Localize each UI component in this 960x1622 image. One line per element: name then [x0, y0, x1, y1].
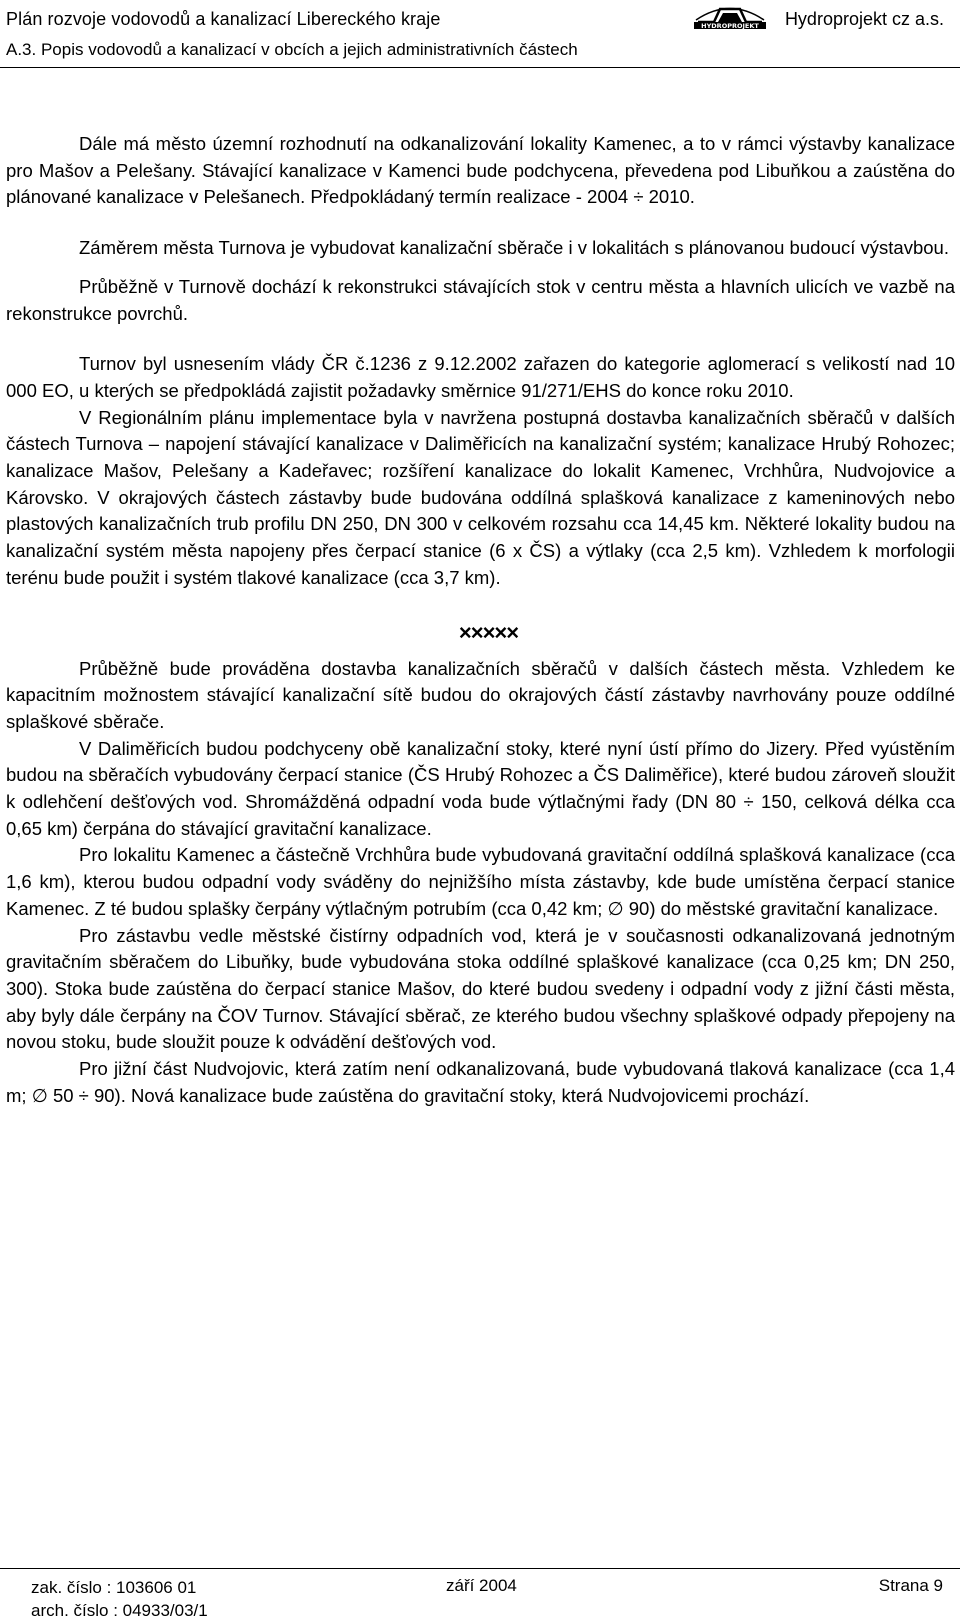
- paragraph-dalimerice: V Daliměřicích budou podchyceny obě kanalizační stoky, které nyní ústí přímo do Jizery. Před vyústěním budou na sběračích vybudovány čerpací stanice (ČS Hrubý Rohozec a ČS Daliměřice), které budou zároveň sloužit k odlehčení dešťových vod. Shromážděná odpadní voda bude výtlačnými řady (DN 80 ÷ 150, celková délka cca 0,65 km) čerpána do stávající gravitační kanalizace.: [6, 737, 955, 839]
- paragraph-nudvojovice: Pro jižní část Nudvojovic, která zatím není odkanalizovaná, bude vybudovaná tlaková kanalizace (cca 1,4 m; ∅ 50 ÷ 90). Nová kanalizace bude zaústěna do gravitační stoky, která Nudvojovicemi prochází.: [6, 1058, 955, 1106]
- hydroprojekt-logo: [694, 3, 766, 29]
- page-footer: [0, 1568, 960, 1618]
- hydroprojekt-logo-graphic: [694, 3, 766, 29]
- section-separator: ×××××: [458, 619, 519, 645]
- archive-number: arch. číslo : 04933/03/1: [31, 1601, 208, 1620]
- page-header: [0, 0, 960, 68]
- footer-date: září 2004: [446, 1576, 517, 1595]
- paragraph-turnov-intent: Záměrem města Turnova je vybudovat kanalizační sběrače i v lokalitách s plánovanou budoucí výstavbou.: [79, 237, 949, 259]
- document-title: Plán rozvoje vodovodů a kanalizací Libereckého kraje: [6, 9, 441, 29]
- page-number: Strana 9: [878, 1576, 943, 1595]
- footer-numbers: [31, 1576, 208, 1622]
- paragraph-reconstruction: Průběžně v Turnově dochází k rekonstrukci stávajících stok v centru města a hlavních ulicích ve vazbě na rekonstrukce povrchů.: [6, 275, 955, 324]
- document-body: [6, 131, 955, 1110]
- paragraph-ongoing-construction: Průběžně bude prováděna dostavba kanalizačních sběračů v dalších částech města. Vzhledem ke kapacitním možnostem stávající kanalizační sítě budou do okrajových částí zástavby navrhovány pouze oddílné splaškové sběrače.: [6, 657, 955, 732]
- paragraph-kamenec: Dále má město územní rozhodnutí na odkanalizování lokality Kamenec, a to v rámci výstavby kanalizace pro Mašov a Pelešany. Stávající kanalizace v Kamenci bude podchycena, převedena pod Libuňkou a zaústěna do plánované kanalizace v Pelešanech. Předpokládaný termín realizace - 2004 ÷ 2010.: [6, 133, 955, 208]
- company-name: Hydroprojekt cz a.s.: [784, 9, 944, 29]
- section-title: A.3. Popis vodovodů a kanalizací v obcích a jejich administrativních částech: [6, 40, 578, 59]
- paragraph-regional-plan: V Regionálním plánu implementace byla v navržena postupná dostavba kanalizačních sběračů v dalších částech Turnova – napojení stávající kanalizace v Daliměřicích na kanalizační systém; kanalizace Hrubý Rohozec; kanalizace Mašov, Pelešany a Kadeřavec; rozšíření kanalizace do lokalit Kamenec, Vrchhůra, Nudvojovice a Károvsko. V okrajových částech zástavby bude budována oddílná splašková kanalizace z kameninových nebo plastových kanalizačních trub profilu DN 250, DN 300 v celkovém rozsahu cca 14,45 km. Některé lokality budou na kanalizační systém města napojeny přes čerpací stanice (6 x ČS) a výtlaky (cca 2,5 km). Vzhledem k morfologii terénu bude použit i systém tlakové kanalizace (cca 3,7 km).: [6, 406, 955, 588]
- contract-number: zak. číslo : 103606 01: [31, 1578, 197, 1597]
- logo-text: HYDROPROJEKT: [701, 22, 759, 29]
- paragraph-wwtp-area: Pro zástavbu vedle městské čistírny odpadních vod, která je v současnosti odkanalizovaná jednotným gravitačním sběračem do Libuňky, bude vybudována stoka oddílné splaškové kanalizace (cca 0,25 km; DN 250, 300). Stoka bude zaústěna do čerpací stanice Mašov, do které budou svedeny i odpadní vody z jižní části města, aby byly dále čerpány na ČOV Turnov. Stávající sběrač, ze kterého budou všechny splaškové odpady přepojeny na novou stoku, bude sloužit pouze k odvádění dešťových vod.: [6, 924, 955, 1053]
- paragraph-agglomeration: Turnov byl usnesením vlády ČR č.1236 z 9.12.2002 zařazen do kategorie aglomerací s velikostí nad 10 000 EO, u kterých se předpokládá zajistit požadavky směrnice 91/271/EHS do konce roku 2010.: [6, 353, 955, 401]
- paragraph-kamenec-vrchhura: Pro lokalitu Kamenec a částečně Vrchhůra bude vybudovaná gravitační oddílná splašková kanalizace (cca 1,6 km), kterou budou odpadní vody sváděny do nejnižšího místa zástavby, kde bude umístěna čerpací stanice Kamenec. Z té budou splašky čerpány výtlačným potrubím (cca 0,42 km; ∅ 90) do městské gravitační kanalizace.: [6, 844, 955, 919]
